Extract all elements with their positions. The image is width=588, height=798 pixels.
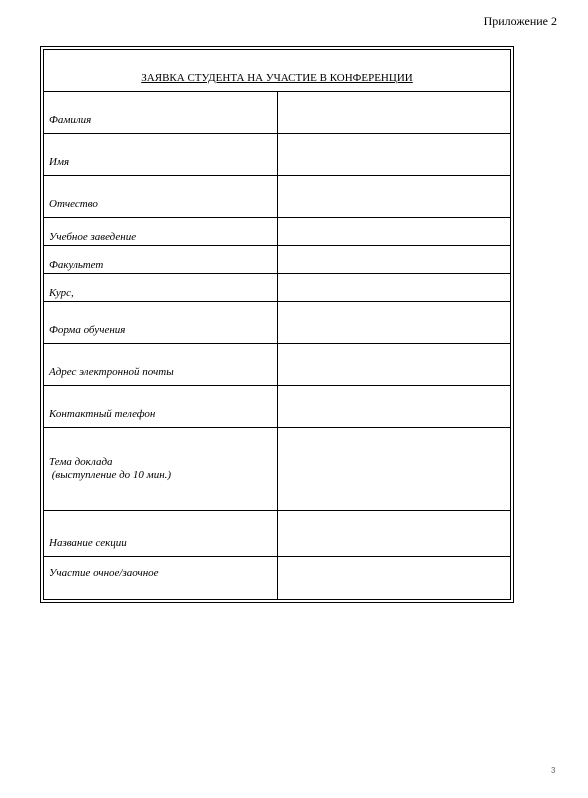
patronymic-label: Отчество — [44, 176, 278, 218]
form-row-phone — [44, 386, 511, 428]
appendix-label: Приложение 2 — [483, 14, 557, 28]
faculty-label: Факультет — [44, 246, 278, 274]
page-number: 3 — [551, 766, 556, 775]
application-form-table — [43, 49, 511, 600]
topic-label-line-2: (выступление до 10 мин.) — [49, 469, 172, 481]
institution-field[interactable] — [278, 218, 512, 246]
first-name-label: Имя — [44, 134, 278, 176]
surname-field[interactable] — [278, 92, 512, 134]
faculty-field[interactable] — [278, 246, 512, 274]
study-mode-field[interactable] — [278, 302, 512, 344]
phone-field[interactable] — [278, 386, 512, 428]
form-row-participation — [44, 557, 511, 600]
section-label: Название секции — [44, 511, 278, 557]
email-field[interactable] — [278, 344, 512, 386]
form-row-faculty — [44, 246, 511, 274]
form-title: ЗАЯВКА СТУДЕНТА НА УЧАСТИЕ В КОНФЕРЕНЦИИ — [44, 50, 511, 92]
form-row-email — [44, 344, 511, 386]
topic-label — [44, 428, 278, 511]
form-row-study-mode — [44, 302, 511, 344]
participation-label: Участие очное/заочное — [44, 557, 278, 600]
form-row-surname — [44, 92, 511, 134]
form-row-course — [44, 274, 511, 302]
application-form — [40, 46, 514, 603]
first-name-field[interactable] — [278, 134, 512, 176]
course-label: Курс, — [44, 274, 278, 302]
patronymic-field[interactable] — [278, 176, 512, 218]
form-row-patronymic — [44, 176, 511, 218]
form-row-first-name — [44, 134, 511, 176]
participation-field[interactable] — [278, 557, 512, 600]
form-row-institution — [44, 218, 511, 246]
topic-label-line-1: Тема доклада — [49, 456, 113, 468]
topic-field[interactable] — [278, 428, 512, 511]
section-field[interactable] — [278, 511, 512, 557]
form-row-section — [44, 511, 511, 557]
phone-label: Контактный телефон — [44, 386, 278, 428]
course-field[interactable] — [278, 274, 512, 302]
form-row-topic — [44, 428, 511, 511]
study-mode-label: Форма обучения — [44, 302, 278, 344]
email-label: Адрес электронной почты — [44, 344, 278, 386]
form-header-row — [44, 50, 511, 92]
surname-label: Фамилия — [44, 92, 278, 134]
institution-label: Учебное заведение — [44, 218, 278, 246]
